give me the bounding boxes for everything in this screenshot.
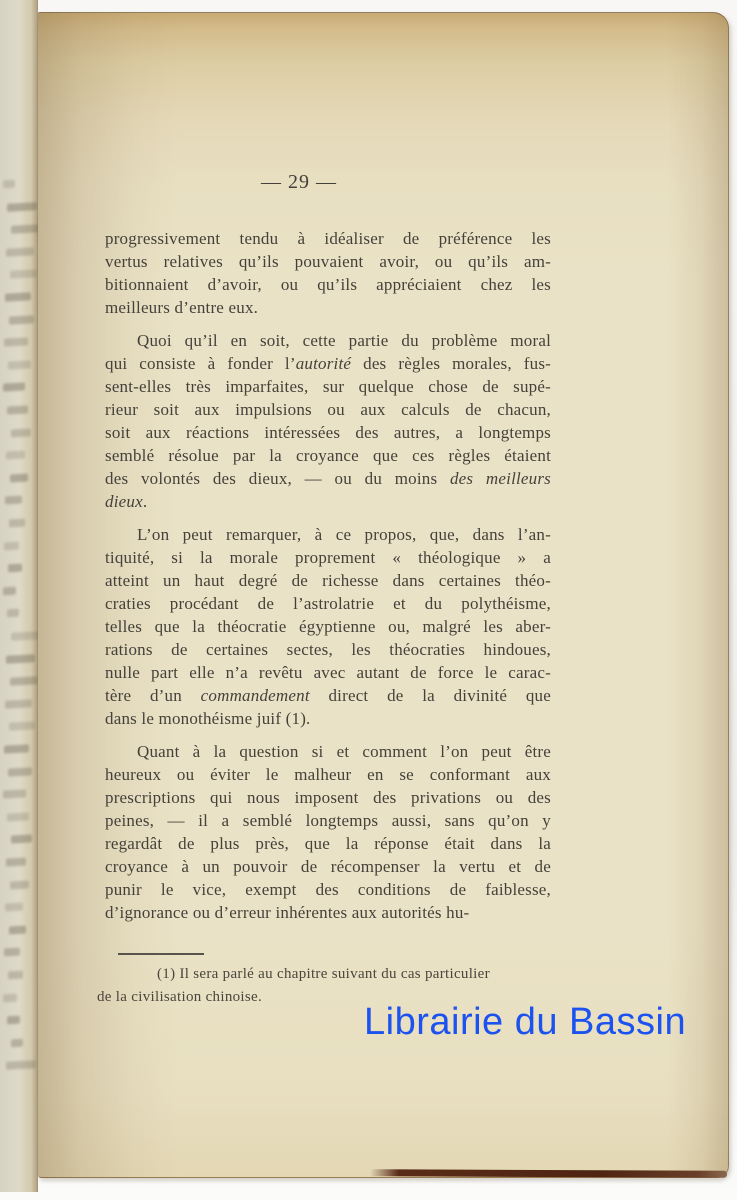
page-edge-text-fragment	[5, 496, 22, 505]
footnote-line: (1) Il sera parlé au chapitre suivant du cas particulier	[157, 966, 490, 982]
page-edge-text-fragment	[5, 699, 32, 708]
page-edge-text-fragment	[11, 1038, 23, 1047]
page-edge-text-fragment	[11, 224, 40, 234]
page-edge-text-fragment	[9, 925, 26, 934]
page-edge-text-fragment	[3, 993, 17, 1002]
text-line: atteint un haut degré de richesse dans certaines théo-	[105, 571, 551, 590]
page-edge-text-fragment	[7, 202, 37, 212]
text-line: d’ignorance ou d’erreur inhérentes aux autorités hu-	[105, 903, 470, 922]
text-line: progressivement tendu à idéaliser de préférence les	[105, 229, 551, 248]
page-number: — 29 —	[261, 171, 337, 193]
bookseller-watermark: Librairie du Bassin	[364, 1001, 687, 1043]
text-line: rations de certaines sectes, les théocraties hindoues,	[105, 640, 551, 659]
text-line: soit aux réactions intéressées des autres, a longtemps	[105, 423, 551, 442]
text-line: sent-elles très imparfaites, sur quelque chose de supé-	[105, 377, 551, 396]
page-edge-text-fragment	[4, 541, 19, 550]
text-line: croyance à un pouvoir de récompenser la vertu et de	[105, 857, 551, 876]
page-edge-text-fragment	[3, 790, 26, 799]
page-edge-text-fragment	[9, 519, 25, 528]
page-edge-text-fragment	[10, 473, 28, 482]
footnote-rule	[118, 953, 204, 955]
page-edge-text-fragment	[4, 948, 20, 957]
text-line: punir le vice, exempt des conditions de faiblesse,	[105, 880, 551, 899]
paragraph	[105, 329, 551, 513]
text-line: prescriptions qui nous imposent des privations ou des	[105, 788, 551, 807]
text-line: bitionnaient d’avoir, ou qu’ils appréciaient chez les	[105, 275, 551, 294]
page-edge-text-fragment	[6, 654, 35, 664]
text-line: rieur soit aux impulsions ou aux calculs de chacun,	[105, 400, 551, 419]
text-line: meilleurs d’entre eux.	[105, 298, 259, 317]
paragraph	[105, 227, 551, 319]
text-line: dans le monothéisme juif (1).	[105, 709, 311, 728]
paragraph	[105, 523, 551, 730]
page-edge-text-fragment	[5, 292, 31, 301]
page-edge-text-fragment	[11, 631, 41, 641]
footnote-line: de la civilisation chinoise.	[97, 989, 263, 1005]
page-edge-text-fragment	[9, 315, 34, 324]
text-line: Quoi qu’il en soit, cette partie du problème moral	[137, 331, 551, 350]
page-edge-text-fragment	[6, 857, 26, 866]
page-edge-text-fragment	[8, 564, 22, 573]
text-line: dieux.	[105, 492, 148, 511]
page-edge-text-fragment	[6, 247, 34, 256]
text-line: semblé résolue par la croyance que ces règles étaient	[105, 446, 551, 465]
page-edge-text-fragment	[6, 1061, 36, 1071]
page-edge-text-fragment	[10, 676, 38, 685]
page-edge-text-fragment	[8, 360, 31, 369]
text-line: heureux ou éviter le malheur en se conformant aux	[105, 765, 551, 784]
text-line: qui consiste à fonder l’autorité des règles morales, fus-	[105, 354, 551, 373]
page-edge-text-fragment	[7, 609, 19, 618]
text-line: vertus relatives qu’ils pouvaient avoir, ou qu’ils am-	[105, 252, 551, 271]
facing-page-edge	[0, 0, 38, 1192]
page-edge-text-fragment	[4, 338, 28, 347]
page-edge-text-fragment	[7, 1016, 20, 1025]
text-line: telles que la théocratie égyptienne ou, malgré les aber-	[105, 617, 551, 636]
text-line: craties procédant de l’astrolatrie et du polythéisme,	[105, 594, 551, 613]
book-page	[38, 12, 729, 1178]
page-edge-text-fragment	[8, 767, 32, 776]
text-line: tiquité, si la morale proprement « théologique » a	[105, 548, 551, 567]
text-line: tère d’un commandement direct de la divinité que	[105, 686, 551, 705]
page-edge-text-fragment	[6, 451, 25, 460]
text-line: L’on peut remarquer, à ce propos, que, dans l’an-	[137, 525, 551, 544]
page-edge-text-fragment	[9, 722, 35, 731]
page-edge-text-fragment	[7, 405, 28, 414]
page-edge-text-fragment	[3, 383, 25, 392]
page-edge-text-fragment	[5, 903, 23, 912]
body-text	[105, 227, 551, 924]
page-edge-text-fragment	[11, 835, 32, 844]
text-line: regardât de plus près, que la réponse était dans la	[105, 834, 551, 853]
page-edge-text-fragment	[7, 812, 29, 821]
page-edge-text-fragment	[3, 180, 15, 189]
text-line: des volontés des dieux, — ou du moins des meilleurs	[105, 469, 551, 488]
text-line: nulle part elle n’a revêtu avec autant de force le carac-	[105, 663, 551, 682]
page-edge-text-fragment	[8, 971, 23, 980]
text-line: Quant à la question si et comment l’on peut être	[137, 742, 551, 761]
page-edge-text-fragment	[11, 428, 31, 437]
page-edge-text-fragment	[10, 880, 29, 889]
page-edge-text-fragment	[4, 744, 29, 753]
page-edge-text-fragment	[3, 586, 16, 595]
page-edge-text-fragment	[10, 270, 37, 279]
text-line: peines, — il a semblé longtemps aussi, sans qu’on y	[105, 811, 551, 830]
paragraph	[105, 740, 551, 924]
